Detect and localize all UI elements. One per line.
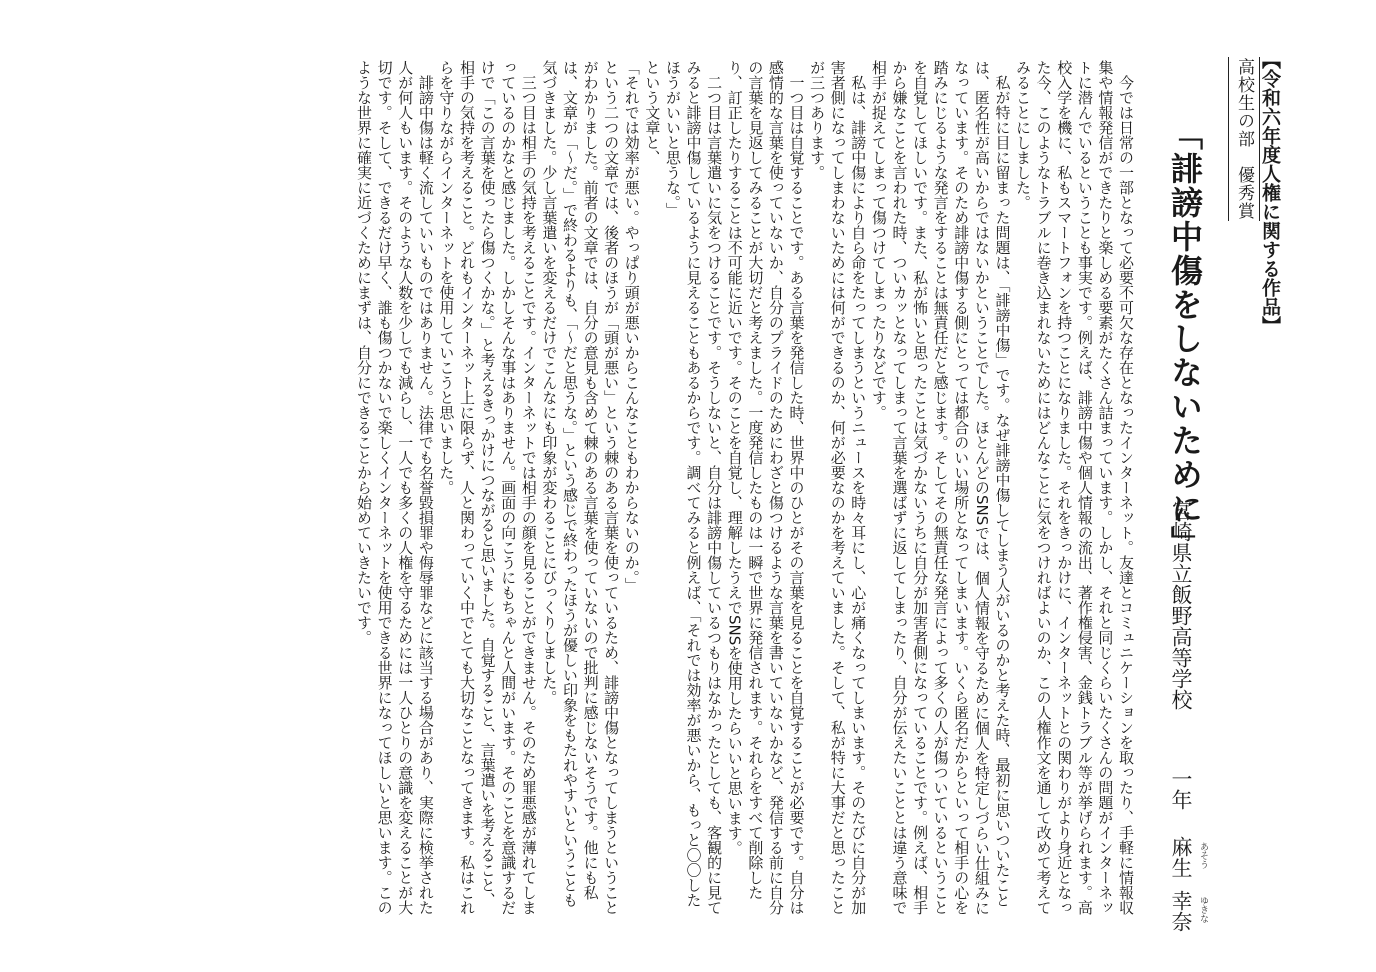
paragraph: という文章と、	[643, 60, 662, 165]
author-surname-ruby: あそう	[1198, 842, 1208, 869]
paragraph: 三つ目は相手の気持を考えることです。インターネットでは相手の顔を見ることができません。そのため罪悪感が薄れてしまっているのかなと感じました。しかしそんな事はありません。画面の向こうにもちゃんと人間がいます。そのことを意識するだけで「この言葉を使ったら傷つくかな。」と考えるきっかけにつながると思いました。自覚すること、言葉遣いを考えること、相手の気持を考えること。どれもインターネット上に限らず、人と関わっていく中でとても大切なことなってきます。私はこれらを守りながらインターネットを使用していこうと思いました。	[437, 60, 538, 915]
author-given-name: 幸奈	[1169, 890, 1193, 932]
school-name: 宮崎県立飯野高等学校	[1169, 500, 1193, 710]
grade: 一年	[1169, 768, 1193, 810]
paragraph: 今では日常の一部となって必要不可欠な存在となったインターネット。友達とコミュニケーションを取ったり、手軽に情報収集や情報発信ができたりと楽しめる要素がたくさん詰まっています。しかし、それと同じくらいたくさんの問題がインターネットに潜んでいるということも事実です。例えば、誹謗中傷や個人情報の流出、著作権侵害、金銭トラブル等が挙げられます。高校入学を機に、私もスマートフォンを持つことになりました。それをきっかけに、インターネットとの関わりがより身近となった今、このようなトラブルに巻き込まれないためにはどんなことに気をつければよいのか、この人権作文を通して改めて考えてみることにしました。	[1014, 60, 1135, 915]
essay-title: 「誹謗中傷をしないために」	[1166, 118, 1204, 560]
category-label: 高校生の部 優秀賞	[1228, 57, 1260, 221]
paragraph: 一つ目は自覚することです。ある言葉を発信した時、世界中のひとがその言葉を見ることを自覚することが必要です。自分は感情的な言葉を使っていないか、自分のプライドのためにわざと傷つけるような言葉を書いていないかなど、発信する前に自分の言葉を見返してみることが大切だと考えました。一度発信したものは一瞬で世界に発信されます。それらをすべて削除したり、訂正したりすることは不可能に近いです。そのことを自覚し、理解したうえでSNSを使用したらいいと思います。	[725, 60, 806, 915]
award-title: 【令和六年度人権に関する作品】	[1259, 50, 1281, 335]
paragraph: という二つの文章では、後者のほうが「頭が悪い」という棘のある言葉を使っているため、誹謗中傷となってしまうということがわかりました。前者の文章では、自分の意見も含めて棘のある言葉を使っていないので批判に感じないそうです。他にも私は、文章が「〜だ。」で終わるよりも、「〜だと思うな。」という感じで終わったほうが優しい印象をもたれやすいということも気づきました。少し言葉遣いを変えるだけでこんなにも印象が変わることにびっくりしました。	[540, 60, 621, 915]
paragraph: 誹謗中傷は軽く流していいものではありません。法律でも名誉毀損罪や侮辱罪などに該当する場合があり、実際に検挙された人が何人もいます。そのような人数を少しでも減らし、一人でも多くの人権を守るためには一人ひとりの意識を変えることが大切です。そして、できるだけ早く、誰も傷つかないで楽しくインターネットを使用できる世界になってほしいと思います。このような世界に確実に近づくためにまずは、自分にできることから始めていきたいです。	[355, 60, 435, 915]
paragraph: 私が特に目に留まった問題は、「誹謗中傷」です。なぜ誹謗中傷してしまう人がいるのかと考えた時、最初に思いついたことは、匿名性が高いからではないかということでした。ほとんどのSNSでは、個人情報を守るために個人を特定しづらい仕組みになっています。そのため誹謗中傷する側にとっては都合のいい場所となってしまいます。いくら匿名だからといって相手の心を踏みにじるような発言をすることは無責任だと感じます。そしてその無責任な発言によって多くの人が傷ついているということを自覚してほしいです。また、私が怖いと思ったことは気づかないうちに自分が加害者側になっていることです。例えば、相手から嫌なことを言われた時、ついカッとなってしまって言葉を選ばずに返してしまったり、自分が伝えたいこととは違う意味で相手が捉えてしまって傷つけてしまったりなどです。	[869, 60, 1012, 916]
author-given-name-ruby: ゆきな	[1198, 896, 1208, 923]
author-surname: 麻生	[1169, 836, 1193, 878]
paragraph: 私は、誹謗中傷により自ら命をたってしまうというニュースを時々耳にし、心が痛くなってしまいます。そのたびに自分が加害者側になってしまわないためには何ができるのか、何が必要なのかを考えていました。そして、私が特に大事だと思ったことが三つあります。	[808, 60, 868, 915]
paragraph: 二つ目は言葉遣いに気をつけることです。そうしないと、自分は誹謗中傷しているつもりはなかったとしても、客観的に見てみると誹謗中傷しているように見えることもあるからです。調べてみると例えば、「それでは効率が悪いから、もっと〇〇したほうがいいと思うな。」	[663, 60, 724, 915]
paragraph: 「それでは効率が悪い。やっぱり頭が悪いからこんなこともわからないのか。」	[622, 60, 641, 593]
essay-body	[96, 60, 1136, 920]
